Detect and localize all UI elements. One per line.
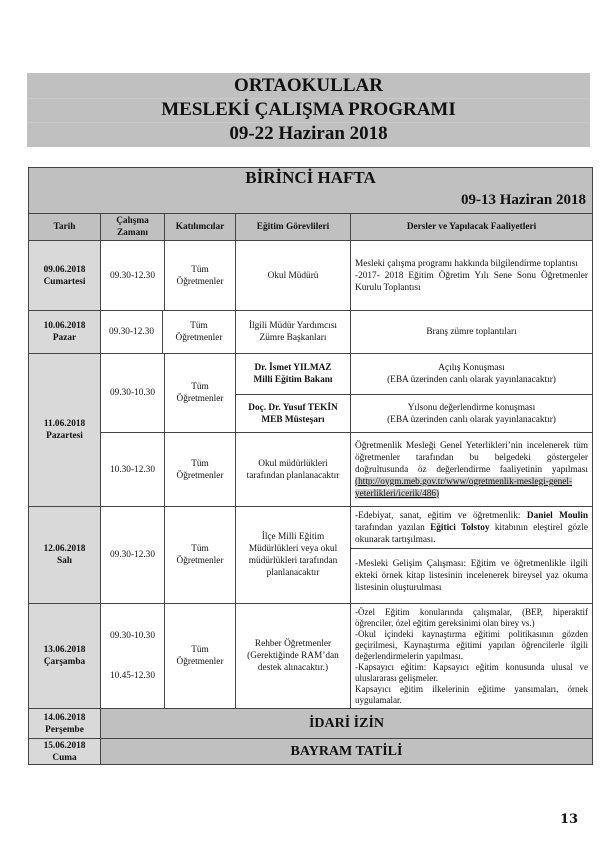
holiday-banner: BAYRAM TATİLİ [100, 738, 593, 765]
column-header-participants: Katılımcılar [164, 213, 236, 241]
title-program-name: MESLEKİ ÇALIŞMA PROGRAMI [161, 99, 456, 120]
title-date-range: 09-22 Haziran 2018 [229, 123, 388, 144]
program-title-box [27, 73, 590, 147]
week-header [28, 167, 593, 214]
activity-cell: Branş zümre toplantıları [350, 310, 593, 354]
participants-cell: Tüm Öğretmenler [164, 506, 236, 604]
time-cell: 09.30-12.30 [100, 506, 165, 604]
activity-text: Mesleki çalışma programı hakkında bilgilendirme toplantısı [355, 258, 578, 269]
date-cell: 09.06.2018 Cumartesi [28, 240, 101, 311]
date-cell: 11.06.2018 Pazartesi [28, 353, 101, 507]
trainer-cell: Okul müdürlükleri tarafından planlanacaktır [235, 432, 351, 507]
speaker-name: Doç. Dr. Yusuf TEKİN [248, 402, 338, 413]
speaker-title: Milli Eğitim Bakanı [253, 375, 333, 385]
competencies-link[interactable]: (http://oygm.meb.gov.tr/www/ogretmenlik-meslegi-genel-yeterlikleri/icerik/486) [355, 476, 573, 499]
participants-cell: Tüm Öğretmenler [164, 240, 236, 311]
participants-cell: Tüm Öğretmenler [162, 310, 236, 354]
activity-cell [350, 603, 593, 709]
activity-text: Öğretmenlik Mesleği Genel Yeterlikleri’nin incelenerek tüm öğretmenler tarafından bu belgedeki göstergeler doğrultusunda öz değerlendirme faaliyetinin yapılması [355, 440, 588, 475]
time-cell: 09.30-12.30 [100, 310, 163, 354]
column-header-activities: Dersler ve Yapılacak Faaliyetleri [350, 213, 593, 241]
trainer-cell: İlçe Milli Eğitim Müdürlükleri veya okul müdürlükleri tarafından planlanacaktır [235, 506, 351, 604]
book-title: Eğitici Tolstoy [430, 522, 490, 533]
activity-text: -2017- 2018 Eğitim Öğretim Yılı Sene Sonu Öğretmenler Kurulu Toplantısı [355, 270, 588, 293]
page-number: 13 [560, 812, 579, 827]
activity-text: -Kapsayıcı eğitim: Kapsayıcı eğitim konusunda ulusal ve uluslararası gelişmeler. [355, 661, 588, 683]
activity-cell [350, 240, 593, 311]
activity-cell: Açılış Konuşması (EBA üzerinden canlı olarak yayınlanacaktır) [350, 353, 593, 395]
week-title: BİRİNCİ HAFTA [245, 168, 376, 187]
activity-text: Kapsayıcı eğitim ilkelerinin eğitime yansımaları, örnek uygulamalar. [355, 683, 588, 705]
activity-cell [350, 432, 593, 507]
title-school-level: ORTAOKULLAR [234, 75, 383, 96]
date-cell: 15.06.2018 Cuma [28, 738, 101, 765]
activity-text: -Okul içindeki kaynaştırma eğitimi politikasının gözden geçirilmesi, Kaynaştırma eğitimi yapılan öğrencilerle ilgili değerlendirmelerin yapılması. [355, 628, 588, 661]
activity-cell: Yılsonu değerlendirme konuşması (EBA üzerinden canlı olarak yayınlanacaktır) [350, 394, 593, 433]
time-cell: 09.30-10.30 [100, 353, 165, 433]
author-name: Daniel Moulin [526, 510, 588, 521]
activity-text: -Mesleki Gelişim Çalışması: Eğitim ve öğretmenlikle ilgili ekteki örnek kitap listesinin incelenerek bireysel yaz okuma listesinin oluşturulması [355, 559, 588, 593]
activity-cell: -Edebiyat, sanat, eğitim ve öğretmenlik: Daniel Moulin tarafından yazılan Eğitici Tolstoy kitabının eleştirel gözle okunarak tartışılması. [350, 506, 593, 549]
date-cell: 14.06.2018 Perşembe [28, 708, 101, 739]
date-cell: 10.06.2018 Pazar [28, 310, 101, 354]
speaker-cell [235, 394, 351, 433]
column-header-time-2: Zamanı [116, 228, 148, 238]
time-cell: 10.30-12.30 [100, 432, 165, 507]
column-header-date: Tarih [28, 213, 101, 241]
speaker-title: MEB Müsteşarı [261, 414, 325, 425]
trainer-cell: İlgili Müdür Yardımcısı Zümre Başkanları [235, 310, 351, 354]
administrative-leave-banner: İDARİ İZİN [100, 708, 593, 739]
participants-cell: Tüm Öğretmenler [164, 603, 236, 709]
date-cell: 12.06.2018 Salı [28, 506, 101, 604]
activity-cell [350, 548, 593, 604]
participants-cell: Tüm Öğretmenler [164, 432, 236, 507]
speaker-name: Dr. İsmet YILMAZ [254, 363, 332, 373]
column-header-time [100, 213, 165, 241]
column-header-time-1: Çalışma [116, 216, 149, 226]
trainer-cell: Okul Müdürü [235, 240, 351, 311]
date-cell: 13.06.2018 Çarşamba [28, 603, 101, 709]
week-dates: 09-13 Haziran 2018 [461, 192, 586, 208]
activity-text: -Özel Eğitim konularında çalışmalar, (BEP, hiperaktif öğrenciler, özel eğitim gereksinimi olan birey vs.) [355, 606, 588, 628]
time-cell: 09.30-12.30 [100, 240, 165, 311]
participants-cell: Tüm Öğretmenler [164, 353, 236, 433]
time-cell: 09.30-10.30 10.45-12.30 [100, 603, 165, 709]
trainer-cell: Rehber Öğretmenler (Gerektiğinde RAM’dan destek alınacaktır.) [235, 603, 351, 709]
column-header-trainers: Eğitim Görevlileri [235, 213, 351, 241]
speaker-cell [235, 353, 351, 395]
